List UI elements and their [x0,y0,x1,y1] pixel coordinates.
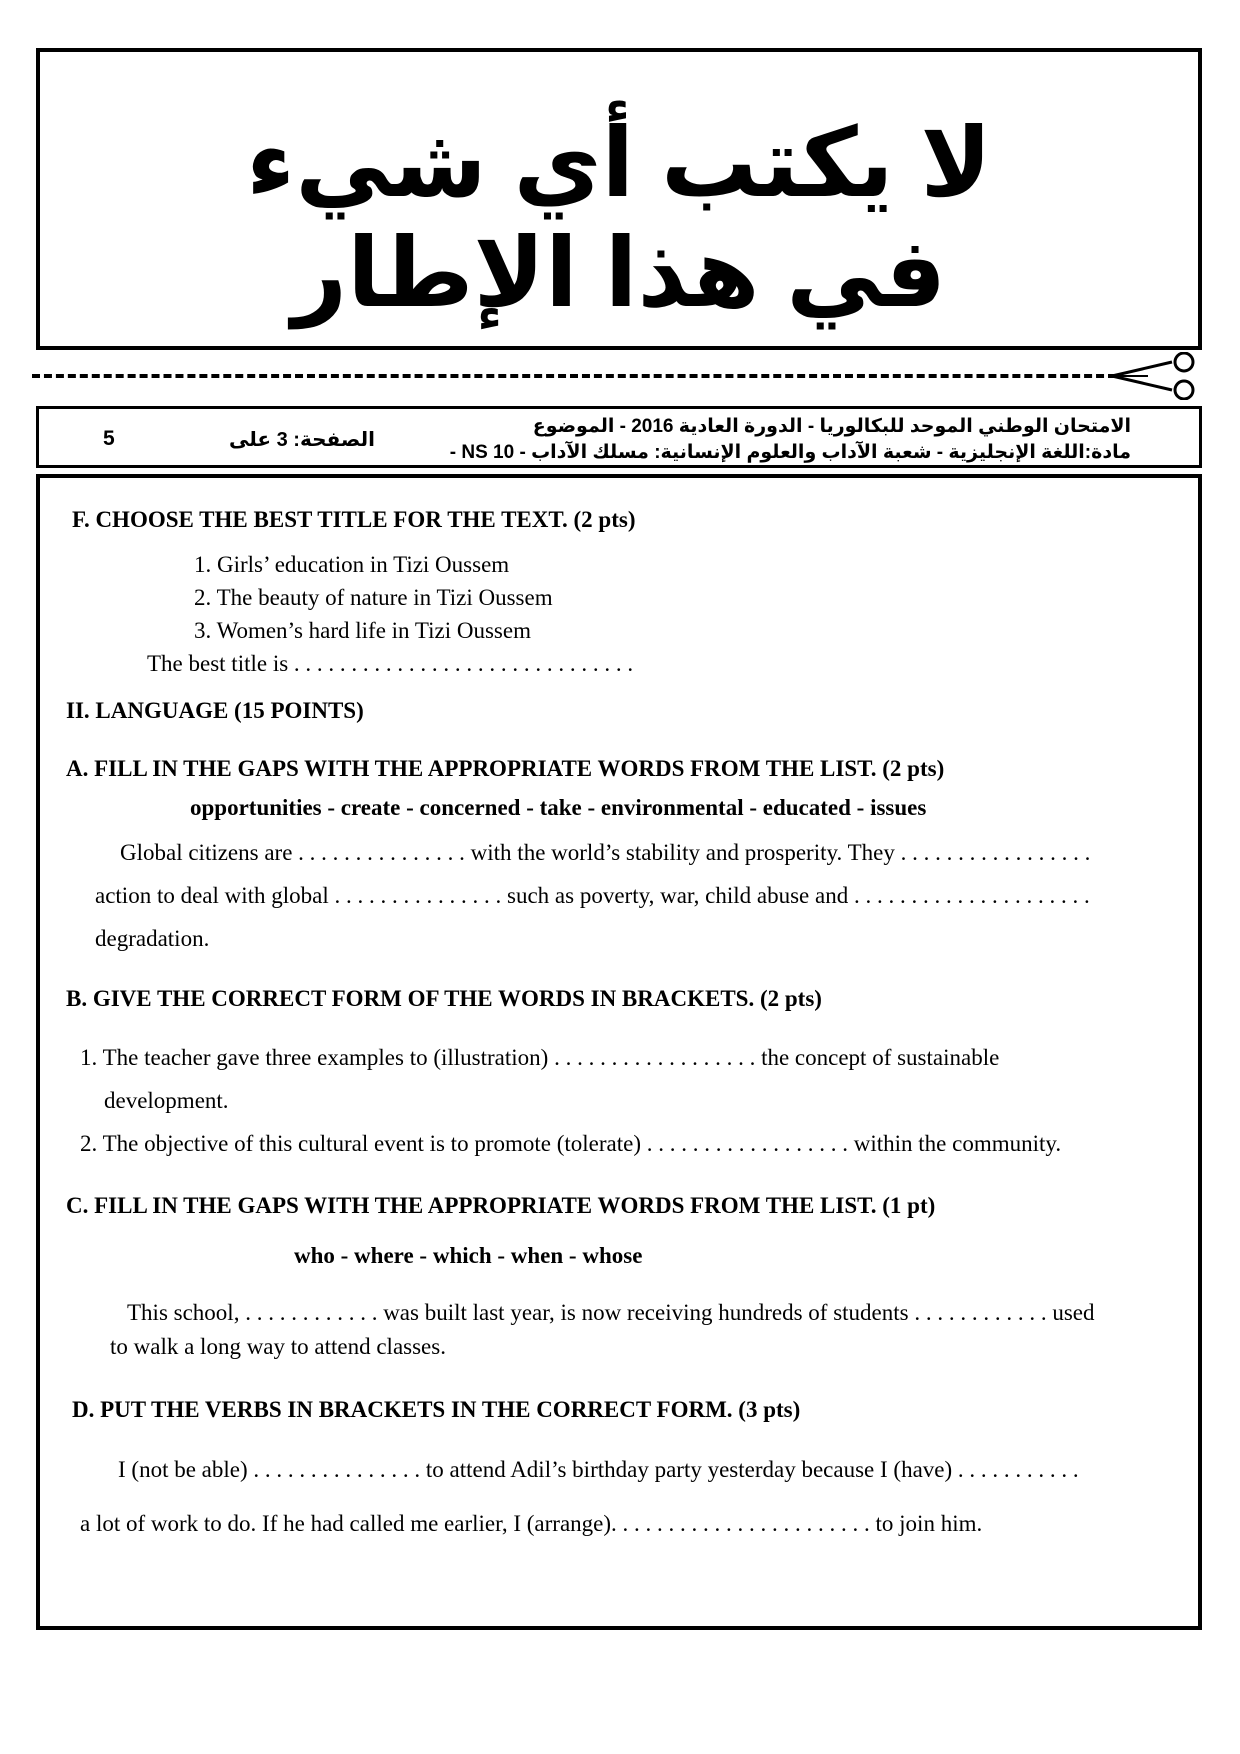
language-heading: II. LANGUAGE (15 POINTS) [66,698,364,723]
exam-header [36,406,1202,468]
best-title-answer-line: The best title is . . . . . . . . . . . . . . . . . . . . . . . . . . . . . . [147,651,634,676]
notice-line-2: في هذا الإطار [291,220,947,327]
exam-subject: مادة:اللغة الإنجليزية - شعبة الآداب والعلوم الإنسانية: مسلك الآداب - NS 10 - [449,442,1131,463]
section-f-heading: F. CHOOSE THE BEST TITLE FOR THE TEXT. (2 pts) [72,507,636,532]
section-b-heading: B. GIVE THE CORRECT FORM OF THE WORDS IN BRACKETS. (2 pts) [66,986,822,1011]
section-d-line-1: I (not be able) . . . . . . . . . . . . . . . to attend Adil’s birthday party yesterday because I (have) . . . . . . . . . . . [118,1457,1079,1482]
section-a-line-2: action to deal with global . . . . . . . . . . . . . . . such as poverty, war, child abuse and . . . . . . . . . . . . . . . . . . . . . [95,883,1090,908]
section-b-line-3: 2. The objective of this cultural event is to promote (tolerate) . . . . . . . . . . . . . . . . . . within the community. [80,1131,1062,1156]
section-b-line-2: development. [104,1088,229,1113]
section-c-heading: C. FILL IN THE GAPS WITH THE APPROPRIATE WORDS FROM THE LIST. (1 pt) [66,1193,936,1218]
option-2: 2. The beauty of nature in Tizi Oussem [194,585,553,610]
section-c-line-2: to walk a long way to attend classes. [110,1334,446,1359]
scissors-icon [1108,352,1204,400]
section-a-word-list: opportunities - create - concerned - take - environmental - educated - issues [190,795,927,820]
option-1: 1. Girls’ education in Tizi Oussem [194,552,510,577]
section-b-line-1: 1. The teacher gave three examples to (illustration) . . . . . . . . . . . . . . . . . . the concept of sustainable [80,1045,1000,1070]
section-a-line-3: degradation. [95,926,210,951]
section-d-heading: D. PUT THE VERBS IN BRACKETS IN THE CORRECT FORM. (3 pts) [72,1397,801,1422]
section-a-line-1: Global citizens are . . . . . . . . . . . . . . . with the world’s stability and prosperity. They . . . . . . . . . . . . . . . . . [120,840,1091,865]
total-pages: 5 [103,427,115,450]
page-indicator: الصفحة: 3 على [229,429,375,451]
do-not-write-frame [36,48,1202,350]
section-a-heading: A. FILL IN THE GAPS WITH THE APPROPRIATE WORDS FROM THE LIST. (2 pts) [66,756,945,781]
section-c-line-1: This school, . . . . . . . . . . . . was built last year, is now receiving hundreds of students . . . . . . . . . . . . used [127,1300,1095,1325]
option-3: 3. Women’s hard life in Tizi Oussem [194,618,531,643]
notice-line-1: لا يكتب أي شيء [246,110,992,217]
cut-line [32,374,1116,378]
section-c-word-list: who - where - which - when - whose [294,1243,643,1268]
section-d-line-2: a lot of work to do. If he had called me earlier, I (arrange). . . . . . . . . . . . . . . . . . . . . . . to join him. [80,1511,983,1536]
exam-title: الامتحان الوطني الموحد للبكالوريا - الدورة العادية 2016 - الموضوع [532,416,1131,437]
